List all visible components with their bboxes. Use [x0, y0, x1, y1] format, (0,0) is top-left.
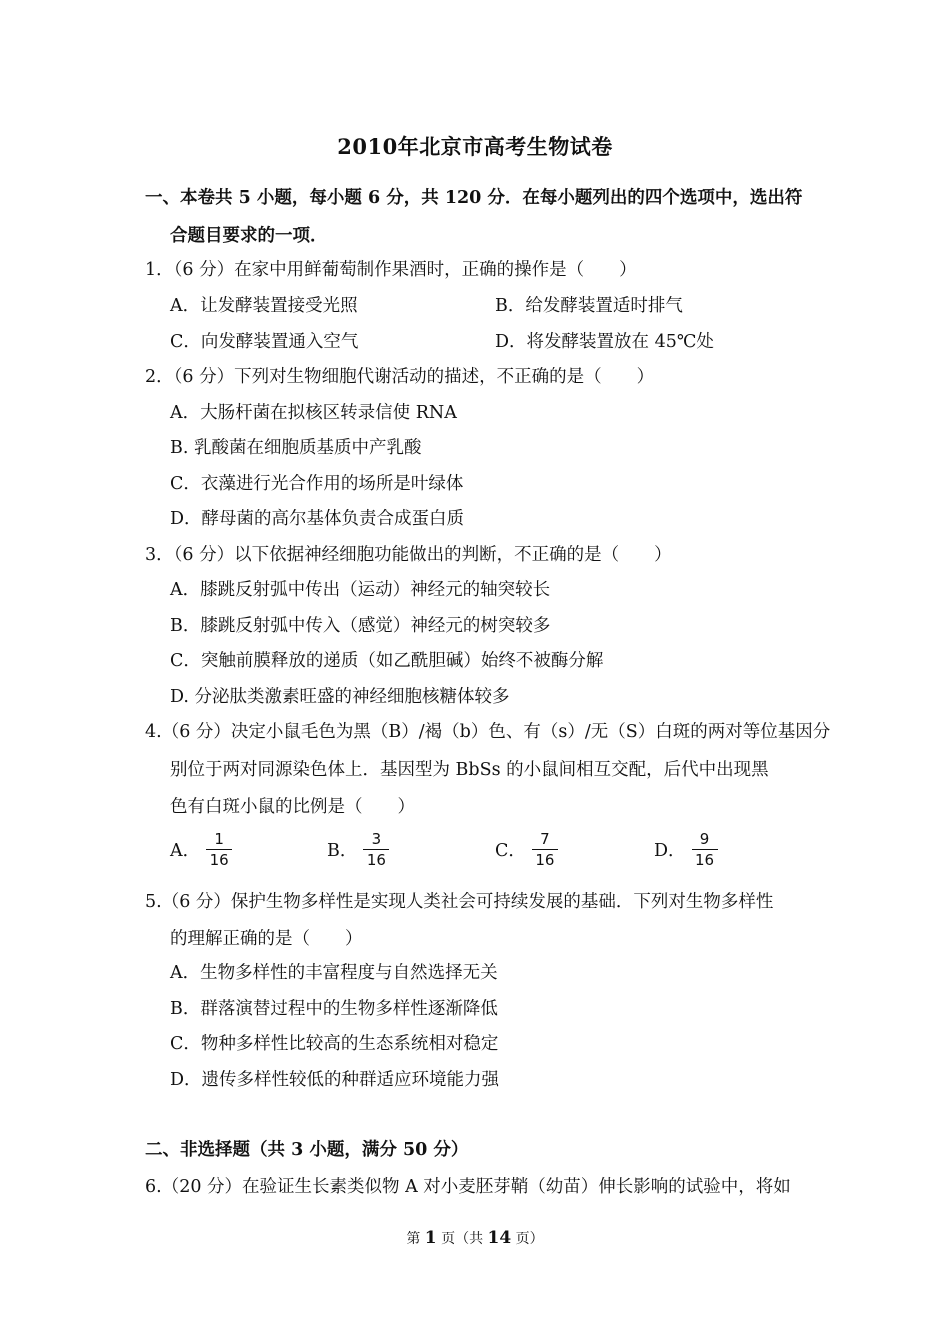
section1-heading-line1: 一、本卷共 5 小题，每小题 6 分，共 120 分．在每小题列出的四个选项中，选出符 [145, 188, 803, 208]
fraction-bar [692, 849, 718, 850]
question-2-option-c: C．衣藻进行光合作用的场所是叶绿体 [170, 474, 464, 494]
question-1-option-a: A．让发酵装置接受光照 [170, 296, 358, 316]
question-1-option-d: D．将发酵装置放在 45℃处 [495, 332, 714, 352]
question-2-option-b: B. 乳酸菌在细胞质基质中产乳酸 [170, 438, 422, 458]
question-4-options [0, 830, 950, 880]
footer-prefix: 第 [406, 1231, 421, 1247]
question-5-option-d: D．遗传多样性较低的种群适应环境能力强 [170, 1070, 500, 1090]
question-4-stem-line2: 别位于两对同源染色体上．基因型为 BbSs 的小鼠间相互交配，后代中出现黑 [170, 760, 769, 780]
question-2-stem: 2．（6 分）下列对生物细胞代谢活动的描述，不正确的是（ ） [145, 367, 655, 387]
numerator: 9 [699, 830, 710, 848]
question-1-option-b: B．给发酵装置适时排气 [495, 296, 683, 316]
question-5-stem-line2: 的理解正确的是（ ） [170, 929, 363, 949]
fraction-bar [206, 849, 232, 850]
numerator: 3 [371, 830, 382, 848]
question-1-stem: 1．（6 分）在家中用鲜葡萄制作果酒时，正确的操作是（ ） [145, 260, 637, 280]
option-label: C． [495, 841, 526, 861]
footer-total-pages: 14 [487, 1228, 512, 1248]
question-3-option-b: B．膝跳反射弧中传入（感觉）神经元的树突较多 [170, 616, 551, 636]
page-footer [0, 1228, 950, 1248]
denominator: 16 [694, 851, 715, 869]
fraction [532, 830, 558, 869]
option-label: D． [654, 841, 686, 861]
question-3-option-c: C．突触前膜释放的递质（如乙酰胆碱）始终不被酶分解 [170, 651, 604, 671]
question-4-option-d [654, 830, 718, 869]
denominator: 16 [209, 851, 229, 869]
question-3-stem: 3．（6 分）以下依据神经细胞功能做出的判断，不正确的是（ ） [145, 545, 672, 565]
question-4-option-b [327, 830, 389, 869]
question-4-stem-line1: 4.（6 分）决定小鼠毛色为黑（B）/褐（b）色、有（s）/无（S）白斑的两对等位基因分 [145, 722, 831, 742]
footer-suffix: 页） [515, 1231, 544, 1247]
question-1-option-c: C．向发酵装置通入空气 [170, 332, 359, 352]
option-label: A． [170, 841, 201, 861]
question-4-option-a [170, 830, 232, 869]
question-5-option-c: C．物种多样性比较高的生态系统相对稳定 [170, 1034, 499, 1054]
question-3-option-d: D. 分泌肽类激素旺盛的神经细胞核糖体较多 [170, 687, 510, 707]
section2-heading: 二、非选择题（共 3 小题，满分 50 分） [145, 1140, 469, 1160]
fraction [206, 830, 232, 869]
option-label: B． [327, 841, 358, 861]
denominator: 16 [366, 851, 386, 869]
question-4-option-c [495, 830, 558, 869]
question-2-option-a: A．大肠杆菌在拟核区转录信使 RNA [170, 403, 457, 423]
fraction [363, 830, 389, 869]
denominator: 16 [535, 851, 555, 869]
question-4-stem-line3: 色有白斑小鼠的比例是（ ） [170, 797, 415, 817]
numerator: 7 [540, 830, 550, 848]
question-5-option-b: B．群落演替过程中的生物多样性逐渐降低 [170, 999, 498, 1019]
question-6-stem-line1: 6.（20 分）在验证生长素类似物 A 对小麦胚芽鞘（幼苗）伸长影响的试验中，将如 [145, 1177, 791, 1197]
footer-page-number: 1 [424, 1228, 437, 1248]
question-5-option-a: A．生物多样性的丰富程度与自然选择无关 [170, 963, 498, 983]
fraction-bar [532, 849, 558, 850]
question-2-option-d: D．酵母菌的高尔基体负责合成蛋白质 [170, 509, 465, 529]
footer-mid: 页（共 [441, 1231, 484, 1247]
fraction-bar [363, 849, 389, 850]
section1-heading-line2: 合题目要求的一项． [170, 226, 328, 246]
page-title: 2010年北京市高考生物试卷 [337, 134, 613, 159]
question-3-option-a: A．膝跳反射弧中传出（运动）神经元的轴突较长 [170, 580, 551, 600]
question-5-stem-line1: 5.（6 分）保护生物多样性是实现人类社会可持续发展的基础．下列对生物多样性 [145, 892, 774, 912]
fraction [692, 830, 718, 869]
numerator: 1 [214, 830, 224, 848]
